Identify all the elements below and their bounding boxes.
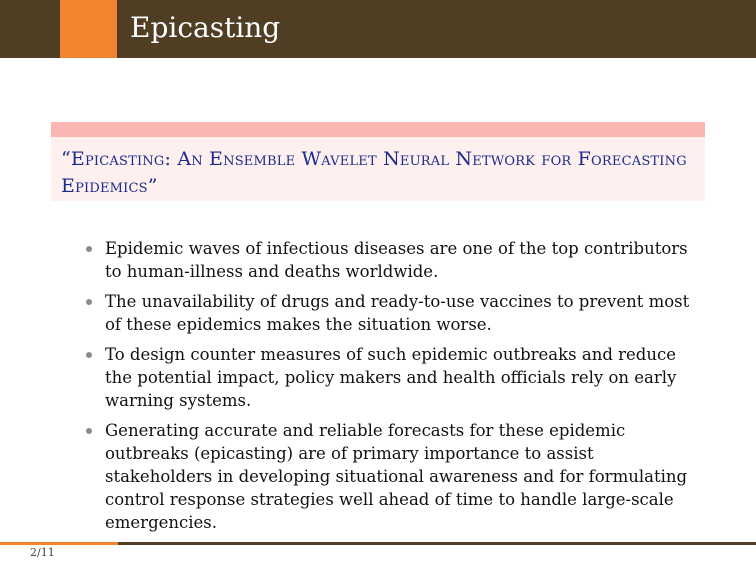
slide-header [0,0,756,58]
bullet-item [86,343,706,412]
bullet-list [86,237,706,541]
bullet-dot-icon [86,428,92,434]
bullet-text: Generating accurate and reliable forecasts for these epidemic outbreaks (epicasting) are of primary importance to assist stakeholders in developing situational awareness and for formulating control response strategies well ahead of time to handle large-scale emergencies. [105,421,688,532]
block-title-bar [51,122,705,137]
bullet-item [86,237,706,283]
bullet-dot-icon [86,299,92,305]
bullet-item [86,419,706,534]
block-title: “Epicasting: An Ensemble Wavelet Neural Network for Forecasting Epidemics” [61,148,687,197]
header-accent [60,0,117,58]
footer-line [118,542,756,545]
bullet-dot-icon [86,246,92,252]
bullet-text: The unavailability of drugs and ready-to-use vaccines to prevent most of these epidemics makes the situation worse. [105,292,690,334]
page-number: 2/11 [30,546,55,559]
footer-accent-line [0,542,118,545]
bullet-dot-icon [86,352,92,358]
bullet-item [86,290,706,336]
slide-title: Epicasting [130,11,281,44]
bullet-text: Epidemic waves of infectious diseases are one of the top contributors to human-illness and deaths worldwide. [105,239,688,281]
bullet-text: To design counter measures of such epidemic outbreaks and reduce the potential impact, policy makers and health officials rely on early warning systems. [105,345,677,410]
